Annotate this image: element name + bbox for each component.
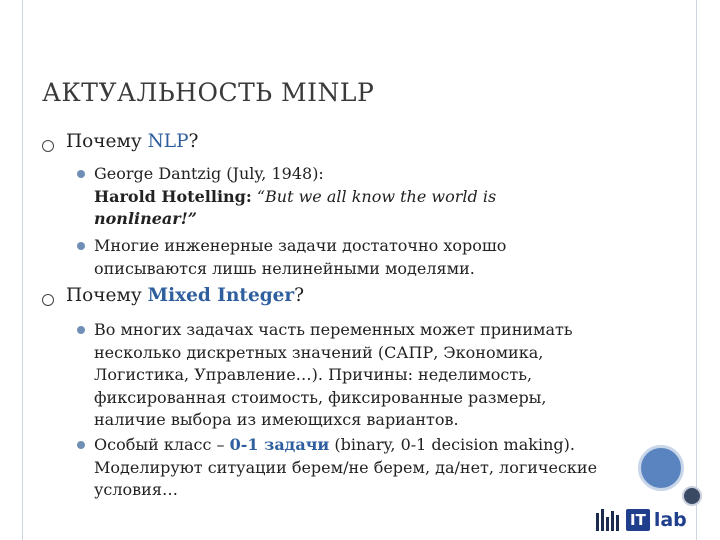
bullet-dot-icon — [77, 441, 85, 449]
item-text-prefix: Особый класс – — [94, 435, 230, 454]
bullet-dot-icon — [77, 170, 85, 178]
item-line — [94, 186, 654, 209]
heading-prefix: Почему — [66, 285, 148, 306]
heading-prefix: Почему — [66, 131, 148, 152]
heading-accent: NLP — [147, 131, 189, 152]
heading-suffix: ? — [188, 131, 199, 152]
slide-title: АКТУАЛЬНОСТЬ MINLP — [42, 78, 375, 107]
bullet-dot-icon — [77, 242, 85, 250]
frame-line-left — [22, 0, 23, 540]
list-item-discrete-values: Во многих задачах часть переменных может принимать несколько дискретных значений (САПР, Экономика, Логистика, Управление…). Причины: неделимость, фиксированная стоимость, фиксированные размеры, наличие выбора из имеющихся вариантов. — [94, 320, 573, 429]
section-heading-nlp — [66, 131, 198, 152]
university-logo-icon — [596, 509, 622, 531]
bullet-dot-icon — [77, 326, 85, 334]
list-item-engineering: Многие инженерные задачи достаточно хорошо описываются лишь нелинейными моделями. — [94, 236, 507, 278]
logo-it-mark: IT — [626, 509, 650, 531]
heading-accent: Mixed Integer — [147, 285, 295, 306]
list-item-binary — [94, 434, 609, 502]
quote-text: “But we all know the world is — [251, 186, 497, 206]
frame-line-right — [696, 0, 697, 540]
item-line: George Dantzig (July, 1948): — [94, 164, 324, 183]
decor-circle-large — [638, 445, 684, 491]
heading-suffix: ? — [294, 285, 305, 306]
decor-circle-small — [682, 486, 702, 506]
list-item-dantzig — [94, 163, 654, 231]
bullet-circle-icon — [42, 294, 54, 306]
itlab-logo — [596, 508, 687, 532]
quote-author: Harold Hotelling: — [94, 186, 252, 206]
quote-text-end: nonlinear!” — [94, 209, 197, 228]
item-text-suffix: (binary, 0-1 decision making). Моделируют ситуации берем/не берем, да/нет, логические условия… — [94, 435, 598, 499]
section-heading-mixed-integer — [66, 285, 304, 306]
item-text-accent: 0-1 задачи — [229, 435, 330, 454]
bullet-circle-icon — [42, 140, 54, 152]
logo-lab-text: lab — [653, 509, 687, 531]
